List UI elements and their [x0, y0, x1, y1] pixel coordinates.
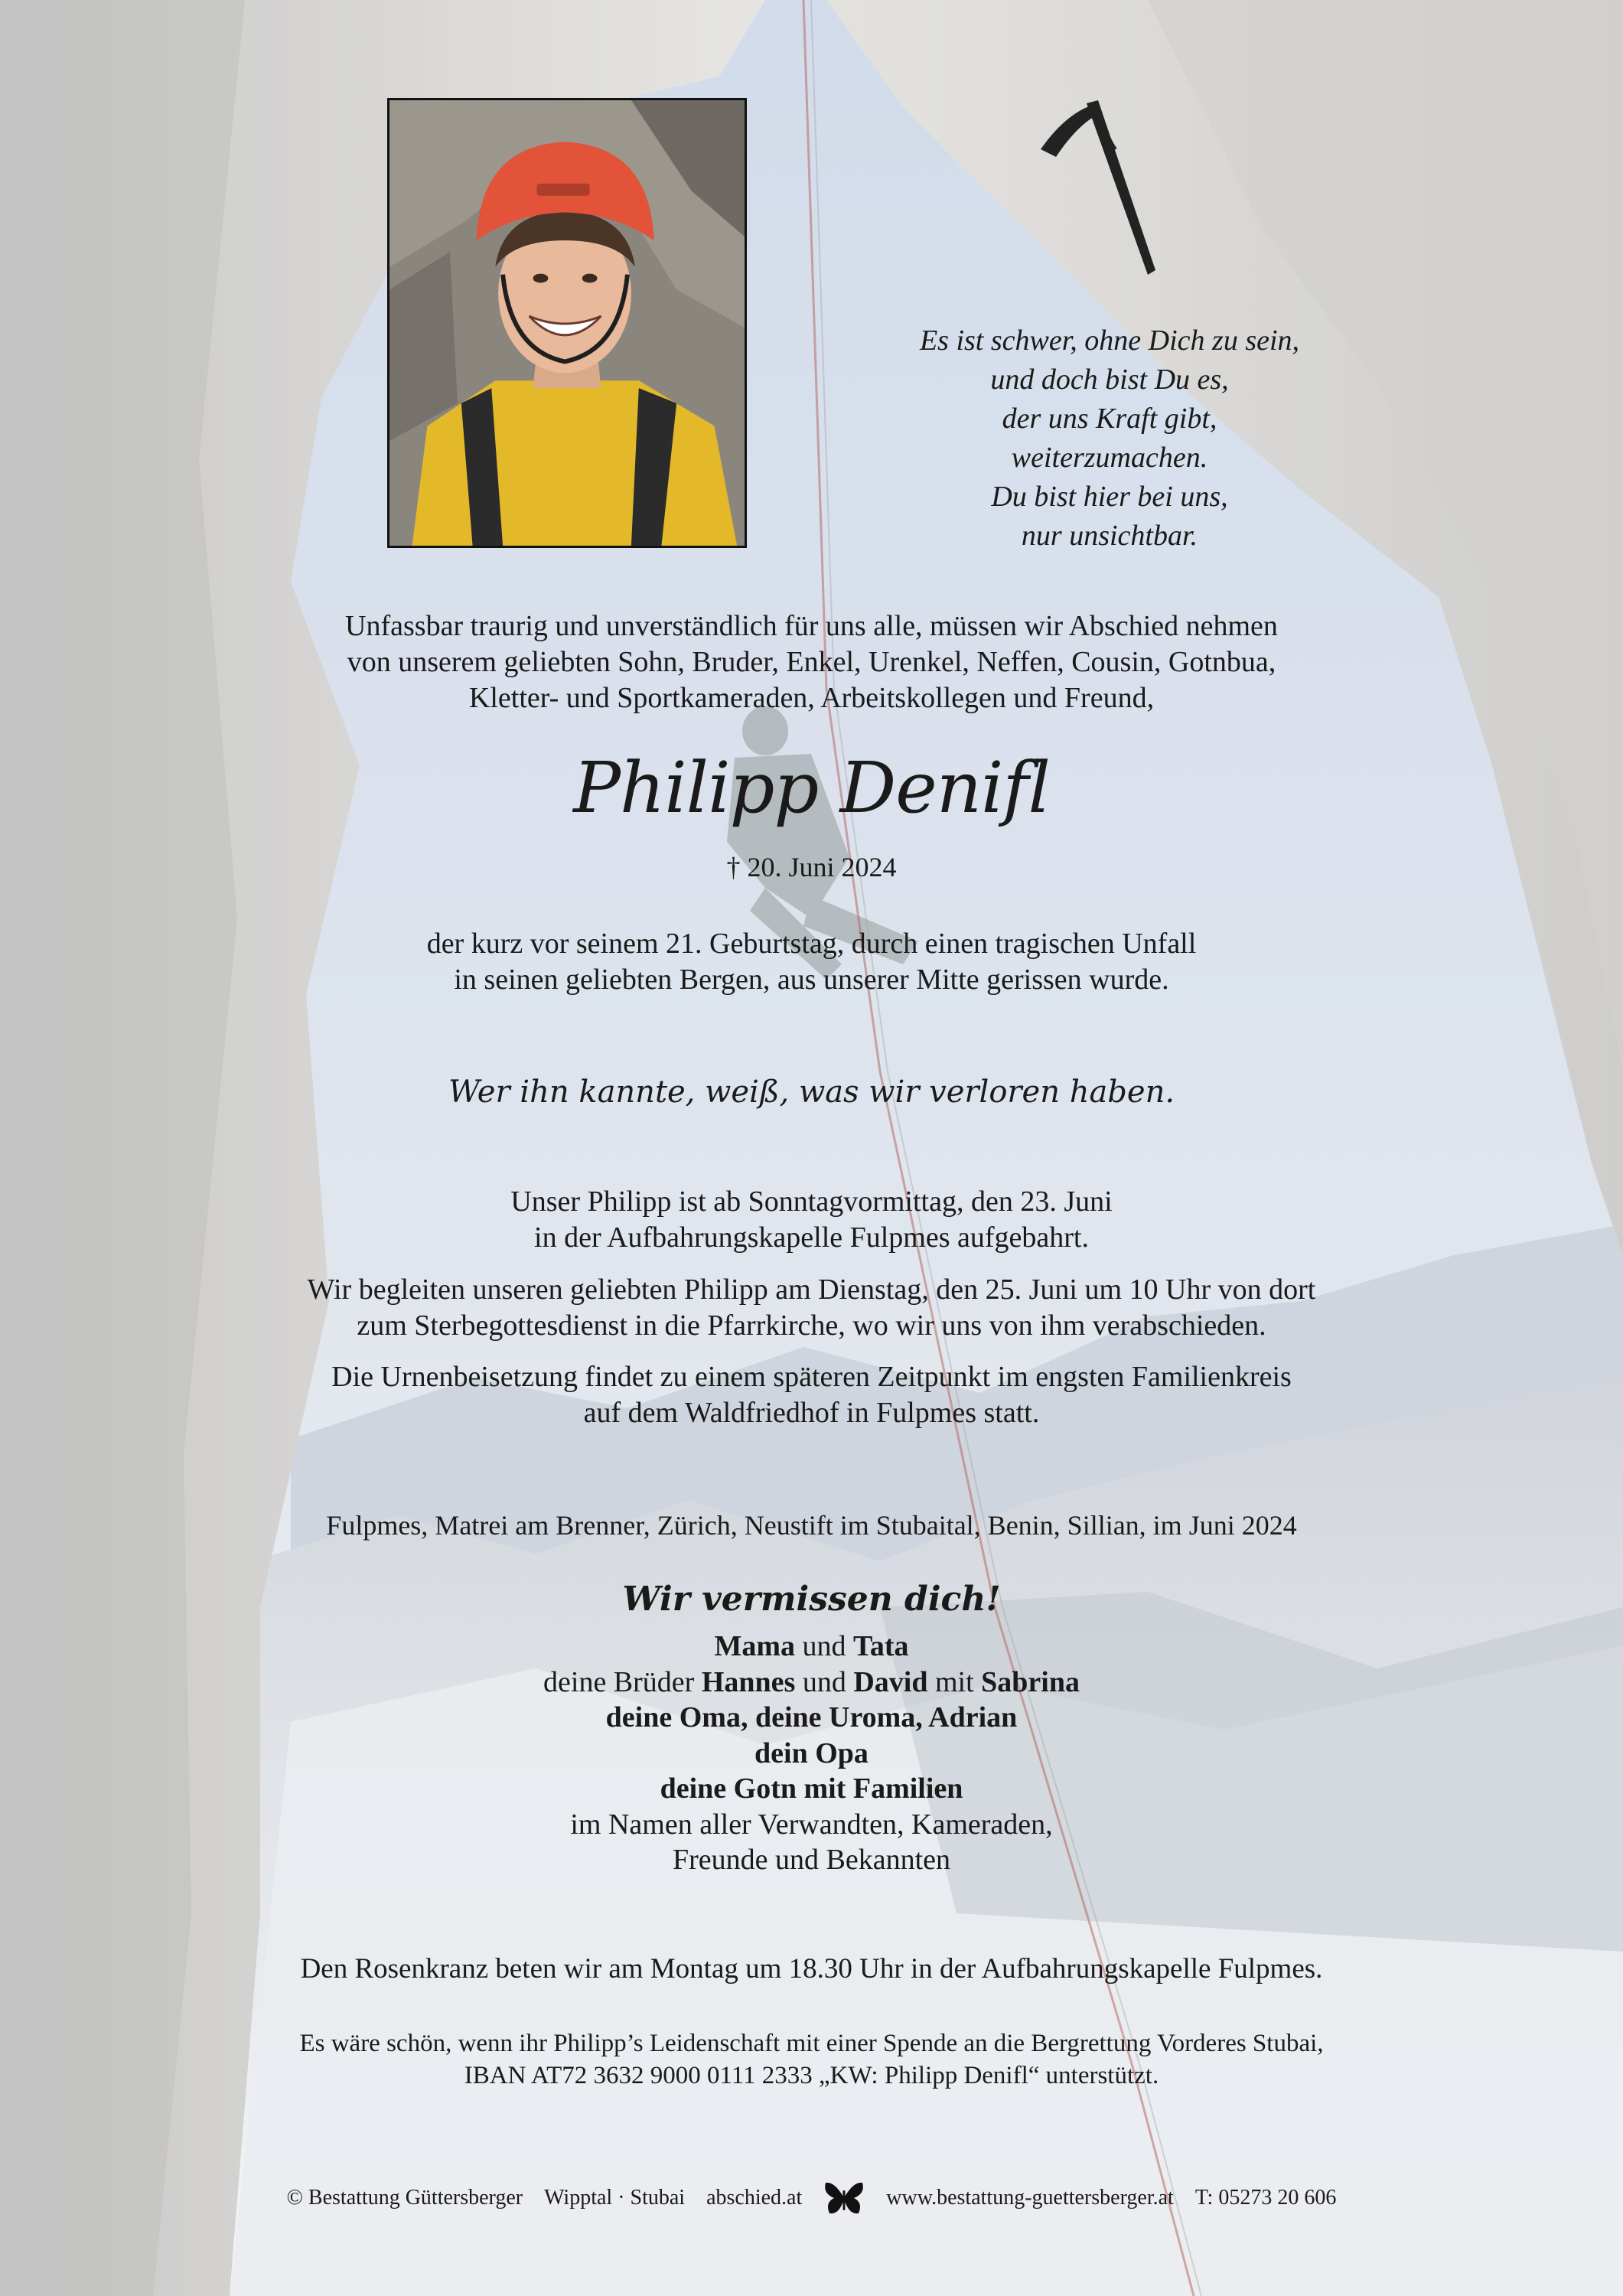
circumstances-text: [0, 926, 1623, 998]
mourner-line: deine Gotn mit Familien: [660, 1773, 963, 1805]
service-line: zum Sterbegottesdienst in die Pfarrkirche, wo wir uns von ihm verabschieden.: [357, 1309, 1266, 1342]
mourner-connector: und: [795, 1665, 854, 1698]
mourner-line: dein Opa: [754, 1737, 869, 1769]
butterfly-icon: [823, 2180, 865, 2216]
urn-burial-line: Die Urnenbeisetzung findet zu einem späteren Zeitpunkt im engsten Familienkreis: [331, 1361, 1292, 1393]
intro-line: Unfassbar traurig und unverständlich für uns alle, müssen wir Abschied nehmen: [345, 610, 1278, 642]
mourner-connector: und: [795, 1630, 853, 1662]
poem-line: der uns Kraft gibt,: [1002, 403, 1217, 435]
urn-burial-text: [0, 1359, 1623, 1431]
mourner-line: [0, 1629, 1623, 1665]
mourner-name: Hannes: [701, 1665, 796, 1698]
mourners-list: [0, 1629, 1623, 1878]
poem-line: weiterzumachen.: [1011, 442, 1208, 474]
mourner-line: deine Oma, deine Uroma, Adrian: [605, 1701, 1018, 1733]
donation-line: Es wäre schön, wenn ihr Philipp’s Leidenschaft mit einer Spende an die Bergrettung Vorderes Stubai,: [299, 2030, 1324, 2057]
mourner-line: im Namen aller Verwandten, Kameraden,: [570, 1808, 1053, 1841]
places-date: Fulpmes, Matrei am Brenner, Zürich, Neustift im Stubaital, Benin, Sillian, im Juni 2024: [326, 1510, 1297, 1541]
rosary-notice: Den Rosenkranz beten wir am Montag um 18.30 Uhr in der Aufbahrungskapelle Fulpmes.: [300, 1953, 1323, 1985]
urn-burial-line: auf dem Waldfriedhof in Fulpmes statt.: [583, 1397, 1040, 1429]
donation-line: IBAN AT72 3632 9000 0111 2333 „KW: Philipp Denifl“ unterstützt.: [464, 2062, 1159, 2089]
laying-out-text: [0, 1184, 1623, 1256]
footer-copyright: © Bestattung Güttersberger: [286, 2186, 523, 2210]
footer: [0, 2181, 1623, 2215]
intro-text: [0, 608, 1623, 716]
poem: [834, 321, 1385, 556]
laying-out-line: Unser Philipp ist ab Sonntagvormittag, den 23. Juni: [510, 1186, 1113, 1218]
footer-phone: T: 05273 20 606: [1194, 2186, 1337, 2210]
service-text: [0, 1272, 1623, 1344]
circumstances-line: in seinen geliebten Bergen, aus unserer Mitte gerissen wurde.: [454, 964, 1169, 996]
deceased-name: Philipp Denifl: [573, 747, 1050, 829]
memorial-quote: Wer ihn kannte, weiß, was wir verloren haben.: [448, 1075, 1175, 1110]
portrait-photo: [387, 98, 747, 548]
poem-line: Du bist hier bei uns,: [991, 481, 1228, 513]
mourner-name: Tata: [853, 1630, 909, 1662]
death-date: † 20. Juni 2024: [726, 852, 897, 882]
laying-out-line: in der Aufbahrungskapelle Fulpmes aufgebahrt.: [534, 1221, 1089, 1254]
mourner-line: [0, 1665, 1623, 1701]
ice-axe-icon: [1025, 96, 1163, 279]
intro-line: Kletter- und Sportkameraden, Arbeitskollegen und Freund,: [468, 682, 1155, 714]
intro-line: von unserem geliebten Sohn, Bruder, Enkel, Urenkel, Neffen, Cousin, Gotnbua,: [347, 646, 1276, 678]
mourner-name: Mama: [714, 1630, 795, 1662]
footer-site-abschied[interactable]: abschied.at: [706, 2186, 803, 2210]
footer-region: Wipptal · Stubai: [544, 2186, 686, 2210]
donation-notice: [0, 2027, 1623, 2092]
mourner-line: Freunde und Bekannten: [672, 1844, 951, 1876]
mourner-name: David: [853, 1665, 928, 1698]
mourner-relation: deine Brüder: [543, 1665, 702, 1698]
poem-line: und doch bist Du es,: [990, 364, 1229, 396]
footer-site-bestattung[interactable]: www.bestattung-guettersberger.at: [886, 2186, 1174, 2210]
poem-line: Es ist schwer, ohne Dich zu sein,: [919, 325, 1300, 357]
mourner-name: Sabrina: [981, 1665, 1080, 1698]
mourners-heading: Wir vermissen dich!: [622, 1580, 1001, 1619]
mourner-connector: mit: [927, 1665, 982, 1698]
poem-line: nur unsichtbar.: [1021, 520, 1198, 552]
service-line: Wir begleiten unseren geliebten Philipp am Dienstag, den 25. Juni um 10 Uhr von dort: [307, 1274, 1316, 1306]
circumstances-line: der kurz vor seinem 21. Geburtstag, durch einen tragischen Unfall: [426, 928, 1197, 960]
